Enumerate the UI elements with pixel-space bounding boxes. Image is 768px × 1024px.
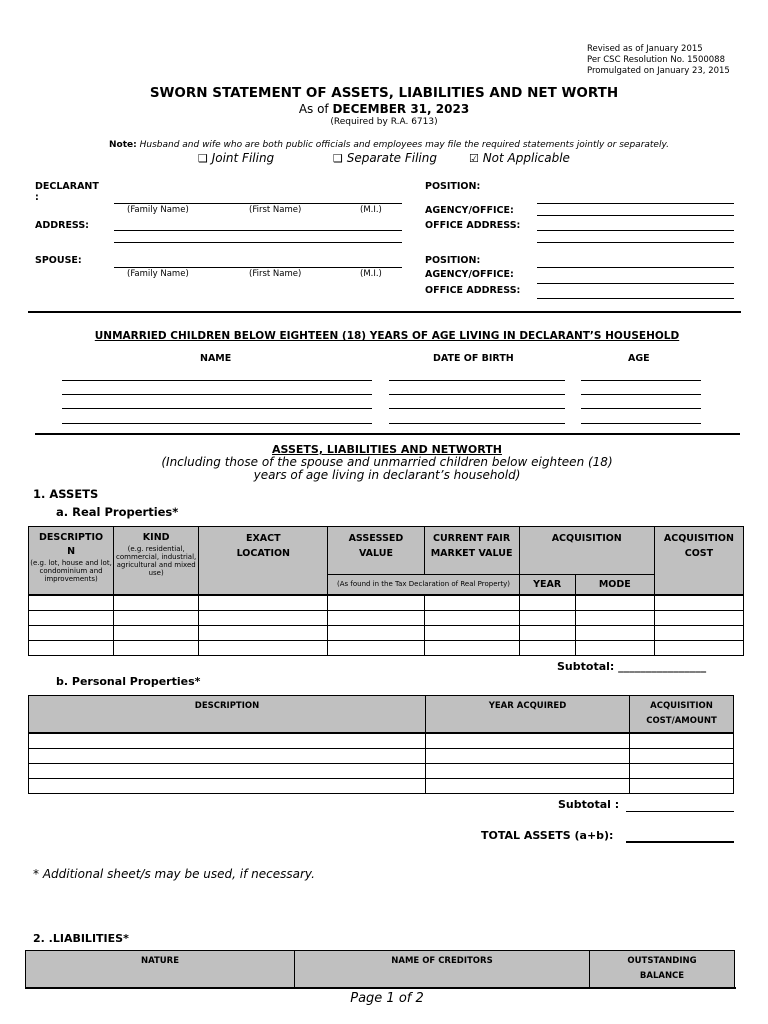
spouse-label: SPOUSE: — [35, 255, 82, 266]
child-name-field[interactable] — [62, 423, 372, 424]
as-of-date: DECEMBER 31, 2023 — [332, 102, 470, 116]
table-row[interactable] — [29, 595, 744, 611]
table-row[interactable] — [29, 733, 734, 749]
child-age-field[interactable] — [581, 394, 701, 395]
col-acquisition-label: ACQUISITION — [551, 533, 622, 544]
child-dob-field[interactable] — [389, 423, 565, 424]
not-applicable-option[interactable] — [469, 151, 570, 165]
declarant-colon: : — [35, 192, 39, 203]
personal-properties-table — [28, 695, 734, 794]
col-cost — [654, 527, 743, 595]
note — [0, 140, 768, 150]
liabilities-table — [25, 950, 735, 988]
col-assessed — [328, 527, 424, 575]
total-assets-label: TOTAL ASSETS (a+b): — [481, 829, 614, 842]
as-of-prefix: As of — [298, 102, 333, 116]
spouse-office-address-label: OFFICE ADDRESS: — [425, 285, 521, 296]
col-description — [29, 527, 114, 595]
family-name-caption: (Family Name) — [127, 205, 189, 215]
col-year-acquired — [426, 696, 630, 733]
col-kind-note: (e.g. residential, commercial, industrial, agricultural and mixed use) — [116, 545, 197, 577]
col-assessed-label: ASSESSED VALUE — [348, 533, 404, 559]
real-properties-table — [28, 526, 744, 656]
spouse-agency-field[interactable] — [537, 283, 734, 284]
office-address-label: OFFICE ADDRESS: — [425, 220, 521, 231]
child-name-header: NAME — [200, 353, 232, 364]
first-name-caption: (First Name) — [249, 205, 302, 215]
child-name-field[interactable] — [62, 408, 372, 409]
revision-info — [587, 44, 730, 77]
address-field[interactable] — [114, 242, 402, 243]
col-description-label-cont: N — [67, 546, 76, 557]
col-description-label: DESCRIPTIO — [39, 532, 104, 543]
table-row[interactable] — [29, 625, 744, 640]
col-acquisition — [519, 527, 654, 575]
spouse-office-address-field[interactable] — [537, 298, 734, 299]
col-description-note: (e.g. lot, house and lot, condominium and improvements) — [30, 559, 112, 583]
child-age-field[interactable] — [581, 380, 701, 381]
as-of-line — [0, 102, 768, 116]
position-label: POSITION: — [425, 181, 481, 192]
col-location-label: EXACT LOCATION — [236, 533, 291, 559]
child-age-field[interactable] — [581, 423, 701, 424]
position-field[interactable] — [537, 203, 734, 204]
agency-field[interactable] — [537, 215, 734, 216]
table-bottom-border — [25, 987, 736, 989]
aln-subheading: years of age living in declarant’s household) — [253, 468, 521, 482]
liabilities-heading: 2. .LIABILITIES* — [33, 932, 129, 945]
section-divider — [35, 433, 740, 435]
section-divider — [28, 311, 741, 313]
col-personal-cost-label: ACQUISITION COST/AMOUNT — [646, 701, 717, 726]
col-balance-label: OUTSTANDING BALANCE — [627, 956, 697, 981]
child-dob-header: DATE OF BIRTH — [433, 353, 514, 364]
aln-subheading: (Including those of the spouse and unmarried children below eighteen (18) — [161, 455, 613, 469]
additional-sheets-note: * Additional sheet/s may be used, if necessary. — [33, 867, 315, 881]
note-label: Note: — [109, 140, 137, 150]
checked-checkbox-icon[interactable]: ☑ — [469, 152, 479, 165]
col-cost-label: ACQUISITION COST — [663, 533, 734, 559]
revision-line: Revised as of January 2015 — [587, 44, 703, 54]
not-applicable-label: Not Applicable — [482, 151, 570, 165]
child-name-field[interactable] — [62, 394, 372, 395]
col-market — [424, 527, 519, 575]
child-age-field[interactable] — [581, 408, 701, 409]
separate-filing-option[interactable] — [333, 151, 437, 165]
col-year: YEAR — [519, 575, 575, 595]
mi-caption: (M.I.) — [360, 269, 382, 279]
assets-heading: 1. ASSETS — [33, 487, 99, 501]
col-location — [199, 527, 328, 595]
spouse-position-label: POSITION: — [425, 255, 481, 266]
col-personal-description-label: DESCRIPTION — [194, 701, 260, 711]
children-heading: UNMARRIED CHILDREN BELOW EIGHTEEN (18) YEARS OF AGE LIVING IN DECLARANT’S HOUSEHOLD — [94, 330, 680, 342]
revision-line: Per CSC Resolution No. 1500088 — [587, 55, 726, 65]
tax-declaration-note-text: (As found in the Tax Declaration of Real Property) — [337, 580, 511, 589]
first-name-caption: (First Name) — [249, 269, 302, 279]
real-properties-heading: a. Real Properties* — [56, 505, 179, 519]
child-dob-field[interactable] — [389, 408, 565, 409]
col-market-label: CURRENT FAIR MARKET VALUE — [430, 533, 513, 559]
declarant-label: DECLARANT — [35, 181, 99, 192]
address-label: ADDRESS: — [35, 220, 89, 231]
address-field[interactable] — [114, 230, 402, 231]
personal-properties-heading: b. Personal Properties* — [56, 675, 201, 688]
family-name-caption: (Family Name) — [127, 269, 189, 279]
table-row[interactable] — [29, 748, 734, 763]
personal-subtotal-field[interactable] — [626, 811, 734, 812]
col-personal-cost — [630, 696, 734, 733]
col-nature-label: NATURE — [140, 956, 180, 966]
page-title: SWORN STATEMENT OF ASSETS, LIABILITIES AND NET WORTH — [149, 85, 619, 101]
spouse-agency-label: AGENCY/OFFICE: — [425, 269, 514, 280]
separate-filing-label: Separate Filing — [346, 151, 437, 165]
table-row[interactable] — [29, 778, 734, 793]
spouse-position-field[interactable] — [537, 267, 734, 268]
child-dob-field[interactable] — [389, 380, 565, 381]
aln-heading: ASSETS, LIABILITIES AND NETWORTH — [272, 443, 502, 456]
agency-label: AGENCY/OFFICE: — [425, 205, 514, 216]
col-creditors-label: NAME OF CREDITORS — [391, 956, 493, 966]
required-by: (Required by R.A. 6713) — [330, 117, 438, 127]
spouse-name-field[interactable] — [114, 267, 402, 268]
revision-line: Promulgated on January 23, 2015 — [587, 66, 730, 76]
col-mode: MODE — [575, 575, 654, 595]
table-row[interactable] — [29, 610, 744, 625]
joint-filing-label: Joint Filing — [211, 151, 275, 165]
checkbox-icon[interactable]: ❑ — [333, 152, 343, 165]
col-year-acquired-label: YEAR ACQUIRED — [488, 701, 567, 711]
real-subtotal: Subtotal: ________________ — [557, 660, 707, 673]
table-row[interactable] — [29, 763, 734, 778]
col-balance — [590, 951, 735, 988]
checkbox-icon[interactable]: ❑ — [198, 152, 208, 165]
personal-subtotal-label: Subtotal : — [558, 798, 620, 811]
col-nature — [26, 951, 295, 988]
mi-caption: (M.I.) — [360, 205, 382, 215]
page-number: Page 1 of 2 — [350, 991, 424, 1006]
table-row[interactable] — [29, 640, 744, 655]
total-assets-field[interactable] — [626, 841, 734, 843]
child-age-header: AGE — [628, 353, 650, 364]
child-dob-field[interactable] — [389, 394, 565, 395]
col-kind — [114, 527, 199, 595]
child-name-field[interactable] — [62, 380, 372, 381]
declarant-name-field[interactable] — [114, 203, 402, 204]
col-creditors — [295, 951, 590, 988]
note-text: Husband and wife who are both public officials and employees may file the required statements jointly or separately. — [136, 140, 669, 150]
joint-filing-option[interactable] — [198, 151, 274, 165]
office-address-field[interactable] — [537, 230, 734, 231]
office-address-field[interactable] — [537, 242, 734, 243]
tax-declaration-note — [328, 575, 519, 595]
col-personal-description — [29, 696, 426, 733]
col-kind-label: KIND — [142, 532, 170, 543]
